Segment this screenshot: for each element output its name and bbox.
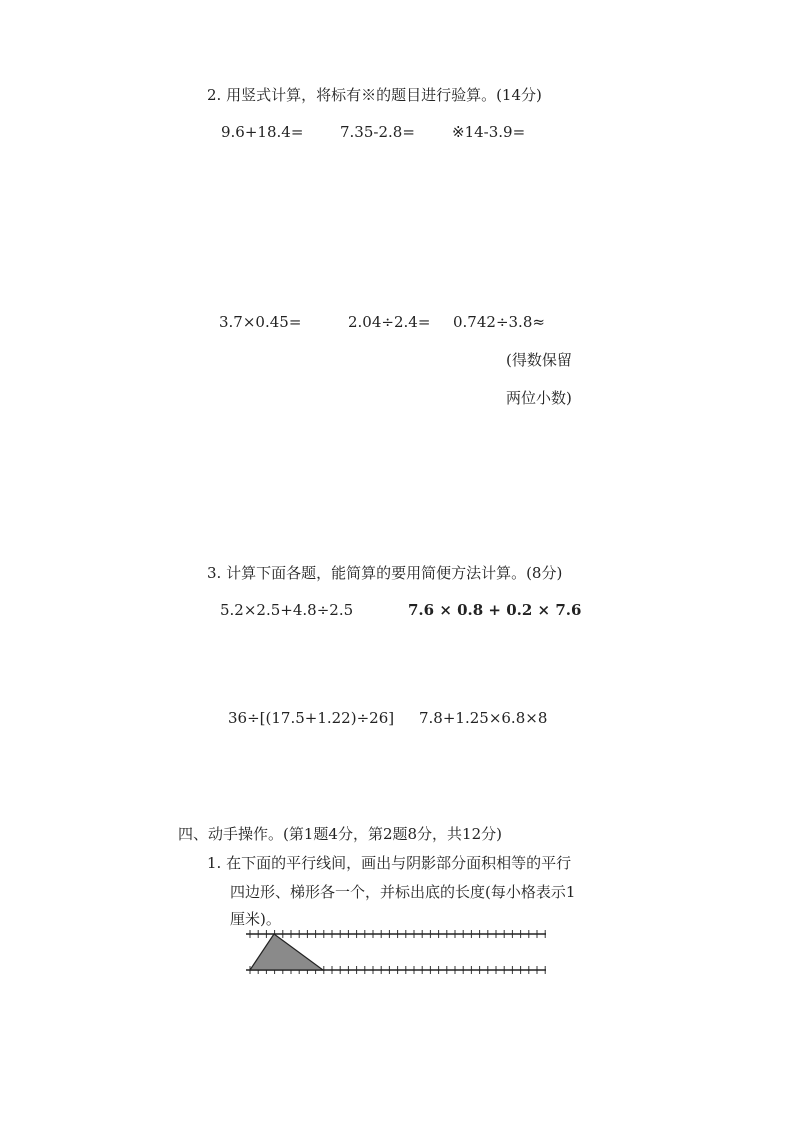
expression-4: 7.8+1.25×6.8×8: [419, 709, 548, 727]
section-4-title: 四、动手操作。(第1题4分，第2题8分，共12分): [178, 825, 502, 843]
problem-5: 2.04÷2.4=: [348, 313, 431, 331]
problem-4: 3.7×0.45=: [219, 313, 302, 331]
problem-3-verify: ※14-3.9=: [452, 123, 526, 141]
problem-2: 7.35-2.8=: [340, 123, 415, 141]
section-3-title: 3. 计算下面各题，能简算的要用简便方法计算。(8分): [207, 564, 563, 582]
question-1-line2: 四边形、梯形各一个，并标出底的长度(每小格表示1: [230, 883, 576, 901]
expression-2: 7.6 × 0.8 + 0.2 × 7.6: [408, 601, 582, 619]
parallel-lines-figure: [243, 928, 549, 976]
problem-6: 0.742÷3.8≈: [453, 313, 545, 331]
rounding-note-line1: (得数保留: [506, 351, 572, 369]
expression-3: 36÷[(17.5+1.22)÷26]: [228, 709, 395, 727]
section-2-title: 2. 用竖式计算，将标有※的题目进行验算。(14分): [207, 86, 542, 104]
question-1-line1: 1. 在下面的平行线间，画出与阴影部分面积相等的平行: [207, 854, 572, 872]
question-1-line3: 厘米)。: [230, 910, 281, 928]
rounding-note-line2: 两位小数): [506, 389, 572, 407]
problem-1: 9.6+18.4=: [221, 123, 304, 141]
shaded-triangle: [250, 934, 323, 970]
expression-1: 5.2×2.5+4.8÷2.5: [220, 601, 354, 619]
